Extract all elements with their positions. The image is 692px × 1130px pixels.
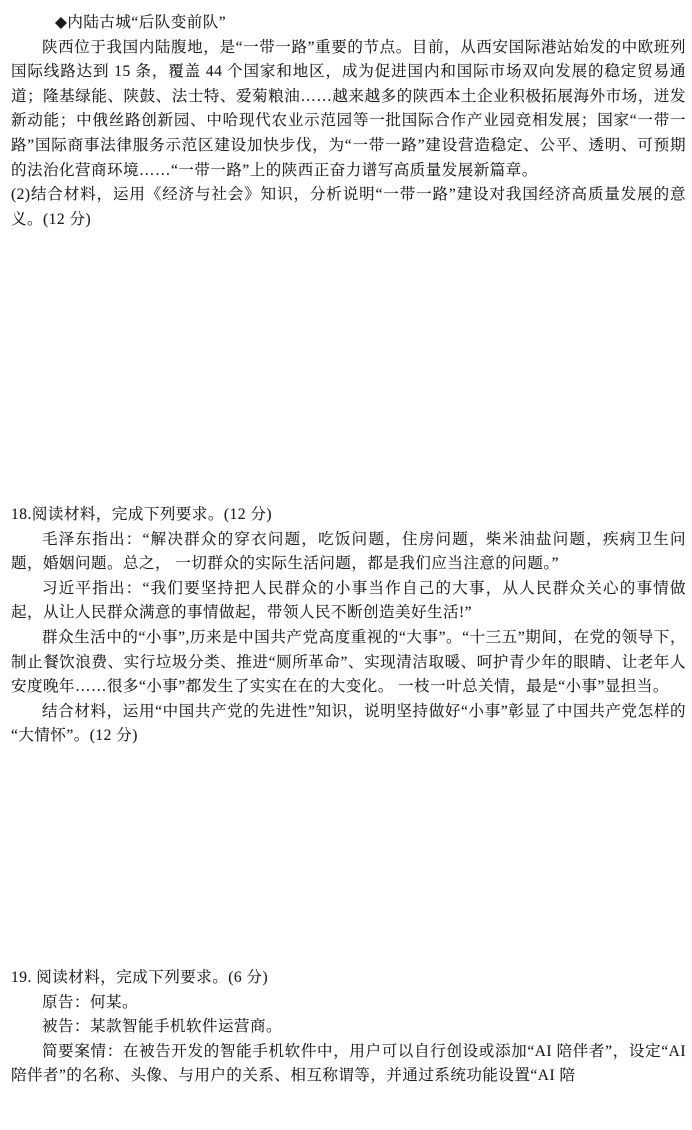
question-18-title: 18.阅读材料，完成下列要求。(12 分)	[11, 506, 273, 523]
material-heading-text: 内陆古城“后队变前队”	[67, 14, 227, 31]
diamond-bullet-icon: ◆	[55, 14, 68, 31]
material-heading	[11, 11, 686, 36]
question-19-defendant: 被告：某款智能手机软件运营商。	[42, 1018, 283, 1036]
material-paragraph: 陕西位于我国内陆腹地，是“一带一路”重要的节点。目前，从西安国际港站始发的中欧班列国际线路达到 15 条，覆盖 44 个国家和地区，成为促进国内和国际市场双向发展的稳定贸易通道；隆基绿能、陕鼓、法士特、爱菊粮油……越来越多的陕西本土企业积极拓展海外市场，迸发新动能；中俄丝路创新园、中哈现代农业示范园等一批国际合作产业园竞相发展；国家“一带一路”国际商事法律服务示范区建设加快步伐，为“一带一路”建设营造稳定、公平、透明、可预期的法治化营商环境……“一带一路”上的陕西正奋力谱写高质量发展新篇章。	[11, 38, 686, 179]
question-18-paragraph-mao: 毛泽东指出：“解决群众的穿衣问题，吃饭问题，住房问题，柴米油盐问题，疾病卫生问题，婚姻问题。总之， 一切群众的实际生活问题，都是我们应当注意的问题。”	[11, 530, 686, 573]
question-18-section	[11, 503, 686, 749]
question-19-section	[11, 966, 686, 1089]
question-2-text: (2)结合材料，运用《经济与社会》知识，分析说明“一带一路”建设对我国经济高质量发展的意义。(12 分)	[11, 186, 686, 228]
question-19-plaintiff: 原告：何某。	[42, 993, 139, 1011]
material-section	[11, 11, 686, 232]
question-18-paragraph-xi: 习近平指出：“我们要坚持把人民群众的小事当作自己的大事，从人民群众关心的事情做起，从让人民群众满意的事情做起，带领人民不断创造美好生活!”	[11, 579, 686, 622]
question-19-case-summary: 简要案情：在被告开发的智能手机软件中，用户可以自行创设或添加“AI 陪伴者”，设定“AI 陪伴者”的名称、头像、与用户的关系、相互称谓等，并通过系统功能设置“AI 陪	[11, 1042, 686, 1085]
question-18-paragraph-small-matters: 群众生活中的“小事”,历来是中国共产党高度重视的“大事”。“十三五”期间，在党的领导下，制止餐饮浪费、实行垃圾分类、推进“厕所革命”、实现清洁取暖、呵护青少年的眼睛、让老年人安度晚年……很多“小事”都发生了实实在在的大变化。 一枝一叶总关情，最是“小事”显担当。	[11, 628, 686, 696]
question-19-title: 19. 阅读材料，完成下列要求。(6 分)	[11, 969, 269, 986]
question-18-task: 结合材料，运用“中国共产党的先进性”知识，说明坚持做好“小事”彰显了中国共产党怎样的“大情怀”。(12 分)	[11, 702, 686, 745]
